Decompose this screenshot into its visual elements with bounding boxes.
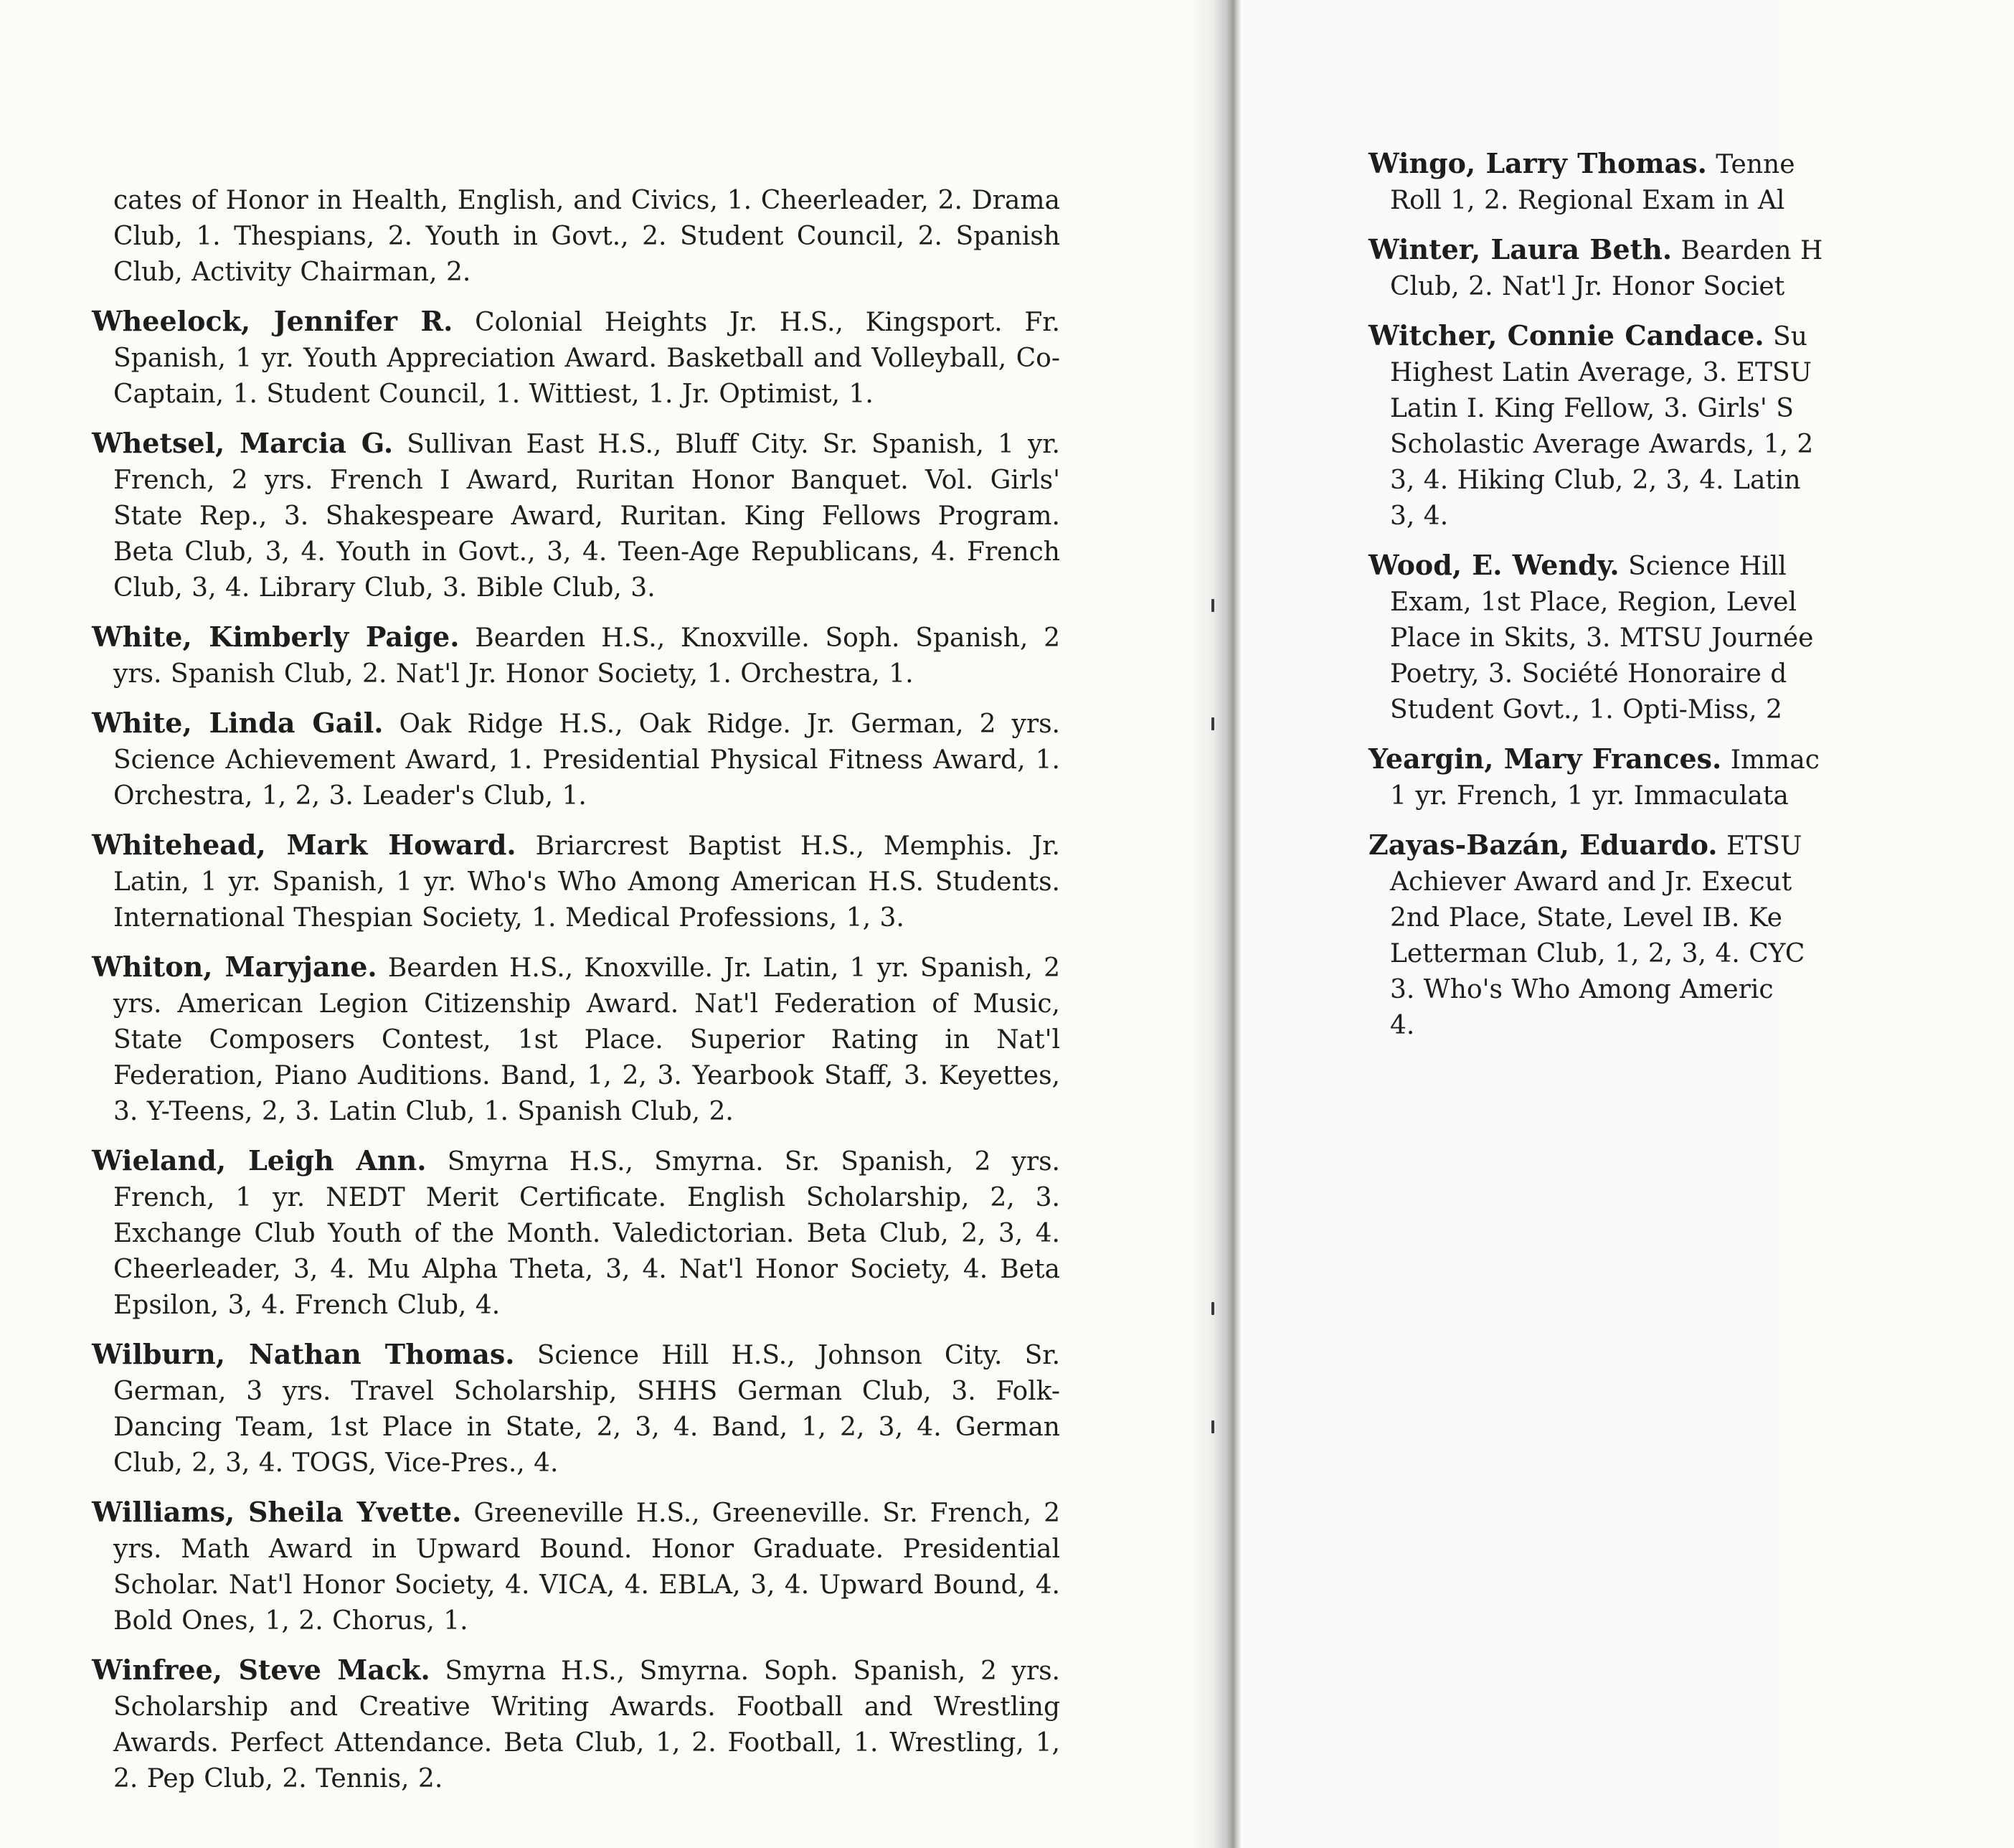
entry-text: Smyrna H.S., Smyrna. Sr. Spanish, 2 yrs. French, 1 yr. NEDT Merit Certificate. English Scholarship, 2, 3. Exchange Club Youth of the Month. Valedictorian. Beta Club, 2, 3, 4. Cheerleader, 3, 4. Mu Alpha Theta, 3, 4. Nat'l Honor Society, 4. Beta Epsilon, 3, 4. French Club, 4.	[113, 1147, 1061, 1320]
directory-entry-wingo	[1368, 146, 2014, 219]
entry-line: Bearden H	[1680, 236, 1823, 265]
entry-line: Immac	[1730, 745, 1820, 775]
directory-entry-yeargin	[1368, 741, 2014, 814]
directory-entry-whiton	[92, 949, 1060, 1130]
entry-name: Wieland, Leigh Ann.	[92, 1144, 427, 1177]
directory-entry-zayas-bazan	[1368, 827, 2014, 1044]
entry-line: 3, 4.	[1390, 501, 1449, 531]
directory-entry-whetsel	[92, 425, 1060, 606]
directory-entry-wood	[1368, 547, 2014, 728]
entry-line: 3. Who's Who Among Americ	[1390, 975, 1774, 1004]
directory-entry-wheelock	[92, 303, 1060, 412]
entry-line: 2nd Place, State, Level IB. Ke	[1390, 903, 1782, 933]
entry-line: Scholastic Average Awards, 1, 2	[1390, 430, 1814, 459]
directory-entry-white-kimberly	[92, 619, 1060, 692]
entry-text: Smyrna H.S., Smyrna. Soph. Spanish, 2 yrs. Scholarship and Creative Writing Awards. Football and Wrestling Awards. Perfect Attendance. Beta Club, 1, 2. Football, 1. Wrestling, 1, 2. Pep Club, 2. Tennis, 2.	[113, 1656, 1060, 1793]
staple-mark	[1211, 1302, 1214, 1315]
directory-entry-whitehead	[92, 827, 1060, 936]
entry-text: Sullivan East H.S., Bluff City. Sr. Spanish, 1 yr. French, 2 yrs. French I Award, Ruritan Honor Banquet. Vol. Girls' State Rep., 3. Shakespeare Award, Ruritan. King Fellows Program. Beta Club, 3, 4. Youth in Govt., 3, 4. Teen-Age Republicans, 4. French Club, 3, 4. Library Club, 3. Bible Club, 3.	[113, 430, 1060, 603]
entry-text: Colonial Heights Jr. H.S., Kingsport. Fr. Spanish, 1 yr. Youth Appreciation Award. Basketball and Volleyball, Co-Captain, 1. Student Council, 1. Wittiest, 1. Jr. Optimist, 1.	[113, 308, 1060, 409]
entry-name: Whiton, Maryjane.	[92, 951, 377, 983]
continuation-entry: cates of Honor in Health, English, and Civics, 1. Cheerleader, 2. Drama Club, 1. Thespians, 2. Youth in Govt., 2. Student Council, 2. Spanish Club, Activity Chairman, 2.	[113, 186, 1060, 287]
entry-name: Witcher, Connie Candace.	[1368, 319, 1764, 352]
entry-line: 4.	[1390, 1011, 1415, 1040]
entry-line: Roll 1, 2. Regional Exam in Al	[1390, 186, 1785, 215]
entry-name: Wheelock, Jennifer R.	[92, 305, 453, 337]
entry-line: Tenne	[1716, 150, 1795, 179]
staple-mark	[1211, 717, 1214, 730]
entry-line: Achiever Award and Jr. Execut	[1390, 867, 1792, 897]
directory-entry-white-linda	[92, 705, 1060, 814]
entry-line: Club, 2. Nat'l Jr. Honor Societ	[1390, 272, 1785, 301]
entry-text: Greeneville H.S., Greeneville. Sr. French, 2 yrs. Math Award in Upward Bound. Honor Graduate. Presidential Scholar. Nat'l Honor Society, 4. VICA, 4. EBLA, 3, 4. Upward Bound, 4. Bold Ones, 1, 2. Chorus, 1.	[113, 1499, 1060, 1636]
staple-mark	[1211, 1420, 1214, 1433]
directory-entry-wilburn	[92, 1336, 1060, 1481]
entry-text: Science Hill H.S., Johnson City. Sr. German, 3 yrs. Travel Scholarship, SHHS German Club, 3. Folk-Dancing Team, 1st Place in State, 2, 3, 4. Band, 1, 2, 3, 4. German Club, 2, 3, 4. TOGS, Vice-Pres., 4.	[113, 1341, 1061, 1478]
entry-name: Winter, Laura Beth.	[1368, 233, 1673, 265]
directory-entry-witcher	[1368, 318, 2014, 534]
entry-line: Place in Skits, 3. MTSU Journée	[1390, 623, 1814, 653]
entry-line: Latin I. King Fellow, 3. Girls' S	[1390, 394, 1794, 423]
entry-name: Whitehead, Mark Howard.	[92, 829, 516, 861]
entry-line: Exam, 1st Place, Region, Level	[1390, 588, 1797, 617]
entry-name: Zayas-Bazán, Eduardo.	[1368, 829, 1718, 861]
entry-line: Letterman Club, 1, 2, 3, 4. CYC	[1390, 939, 1805, 968]
directory-entry-williams	[92, 1494, 1060, 1639]
staple-mark	[1211, 599, 1214, 612]
entry-line: 3, 4. Hiking Club, 2, 3, 4. Latin	[1390, 466, 1801, 495]
entry-name: Wood, E. Wendy.	[1368, 549, 1620, 581]
right-column	[1368, 146, 2014, 1057]
entry-line: Su	[1773, 322, 1807, 352]
entry-text: Oak Ridge H.S., Oak Ridge. Jr. German, 2 yrs. Science Achievement Award, 1. Presidential Physical Fitness Award, 1. Orchestra, 1, 2, 3. Leader's Club, 1.	[113, 710, 1060, 811]
entry-name: White, Kimberly Paige.	[92, 621, 460, 653]
entry-line: ETSU	[1726, 831, 1802, 861]
directory-entry-winfree	[92, 1652, 1060, 1797]
entry-name: Yeargin, Mary Frances.	[1368, 742, 1722, 775]
book-gutter	[1191, 0, 1241, 1848]
directory-entry-wieland	[92, 1143, 1060, 1324]
entry-name: White, Linda Gail.	[92, 707, 384, 739]
entry-line: Poetry, 3. Société Honoraire d	[1390, 659, 1787, 689]
entry-name: Wilburn, Nathan Thomas.	[92, 1338, 515, 1370]
entry-line: Highest Latin Average, 3. ETSU	[1390, 358, 1812, 387]
entry-name: Williams, Sheila Yvette.	[92, 1496, 462, 1528]
right-page	[1219, 0, 1823, 1848]
entry-line: Science Hill	[1628, 552, 1787, 581]
entry-line: Student Govt., 1. Opti-Miss, 2	[1390, 695, 1782, 725]
entry-text: Bearden H.S., Knoxville. Soph. Spanish, 2 yrs. Spanish Club, 2. Nat'l Jr. Honor Society, 1. Orchestra, 1.	[113, 623, 1061, 689]
entry-line: 1 yr. French, 1 yr. Immaculata	[1390, 781, 1789, 811]
entry-name: Whetsel, Marcia G.	[92, 427, 394, 459]
entry-text: Bearden H.S., Knoxville. Jr. Latin, 1 yr. Spanish, 2 yrs. American Legion Citizenship Award. Nat'l Federation of Music, State Composers Contest, 1st Place. Superior Rating in Nat'l Federation, Piano Auditions. Band, 1, 2, 3. Yearbook Staff, 3. Keyettes, 3. Y-Teens, 2, 3. Latin Club, 1. Spanish Club, 2.	[113, 953, 1060, 1126]
entry-name: Wingo, Larry Thomas.	[1368, 147, 1707, 179]
entry-name: Winfree, Steve Mack.	[92, 1654, 430, 1686]
left-column	[92, 183, 1060, 1810]
entry-text: Briarcrest Baptist H.S., Memphis. Jr. Latin, 1 yr. Spanish, 1 yr. Who's Who Among American H.S. Students. International Thespian Society, 1. Medical Professions, 1, 3.	[113, 831, 1061, 933]
directory-entry-winter	[1368, 232, 2014, 305]
